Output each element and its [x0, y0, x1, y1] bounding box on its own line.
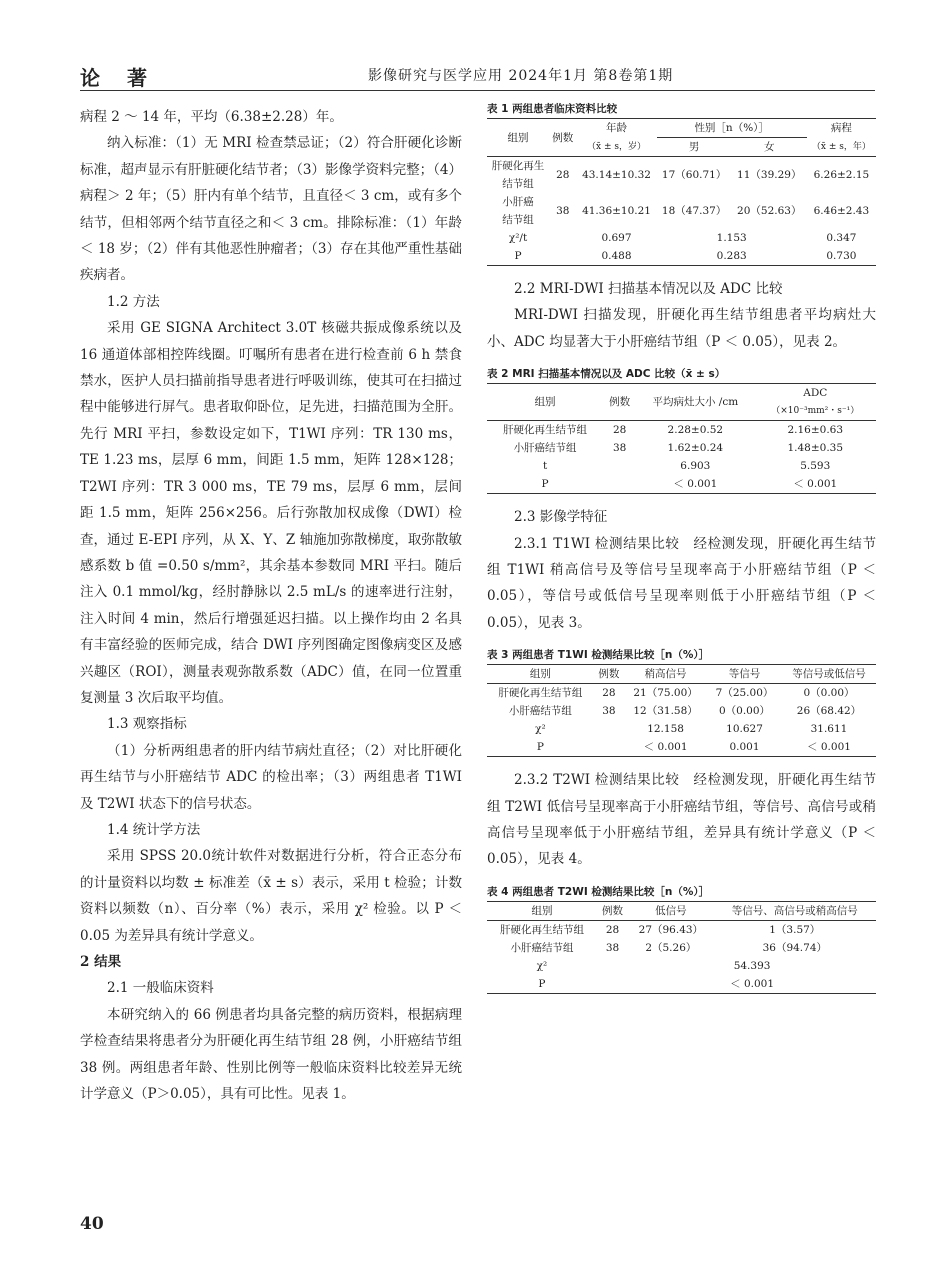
results-heading: 2 结果: [80, 954, 122, 970]
table-row: [487, 738, 876, 757]
row-label: P: [536, 741, 544, 754]
cell: ＜ 0.001: [793, 478, 838, 491]
cell: 31.611: [810, 723, 848, 736]
th-male: 男: [688, 141, 700, 153]
paragraph: MRI-DWI 扫描发现，肝硬化再生结节组患者平均病灶大小、ADC 均显著大于小肝癌结节组（P ＜ 0.05），见表 2。: [487, 307, 876, 350]
th-c2: 等信号、高信号或稍高信号: [731, 904, 858, 917]
table4: [487, 901, 876, 994]
cell: 0.488: [601, 250, 632, 262]
cell: 2（5.26）: [645, 941, 697, 954]
cell: 0.283: [716, 250, 747, 262]
right-column: [487, 100, 876, 994]
cell: ＜ 0.001: [643, 741, 688, 754]
section-heading: 1.3 观察指标: [107, 716, 187, 733]
left-column: [80, 104, 462, 1107]
clinical-paragraph: 本研究纳入的 66 例患者均具备完整的病历资料，根据病理学检查结果将患者分为肝硬化再生结节组 28 例，小肝癌结节组 38 例。两组患者年龄、性别比例等一般临床资料比较差异无统计学意义（P＞0.05），具有可比性。见表 1。: [80, 1006, 462, 1103]
th-count: 例数: [552, 131, 574, 144]
group-name: 结节组: [502, 178, 534, 190]
page-header: [80, 62, 875, 91]
table-row: [487, 684, 876, 703]
th-size: 平均病灶大小 /cm: [652, 396, 739, 409]
th-group: 组别: [507, 131, 529, 144]
table4-caption: 表 4 两组患者 T2WI 检测结果比较［n（%）］: [487, 885, 710, 898]
cell: 38: [605, 941, 620, 954]
th-count: 例数: [609, 396, 631, 409]
statistics-paragraph: 采用 SPSS 20.0统计软件对数据进行分析，符合正态分布的计量资料以均数 ± 标准差（x̄ ± s）表示，采用 t 检验；计数资料以频数（n）、百分率（%）表示，采用 χ² 检验。以 P ＜ 0.05 为差异具有统计学意义。: [80, 848, 462, 944]
cell: 5.593: [800, 460, 831, 473]
table-row: [487, 702, 876, 720]
th-c2: 等信号: [728, 668, 761, 681]
group-name: 肝硬化再生结节组: [503, 424, 588, 437]
cell: 11（39.29）: [737, 169, 802, 181]
methods-paragraph: 采用 GE SIGNA Architect 3.0T 核磁共振成像系统以及 16 通道体部相控阵线圈。叮嘱所有患者在进行检查前 6 h 禁食禁水，医护人员扫描前指导患者进行呼吸训练，使其可在扫描过程中能够进行屏气。患者取仰卧位，足先进，扫描范围为全肝。先行 MRI 平扫，参数设定如下，T1WI 序列：TR 130 ms，TE 1.23 ms，层厚 6 mm，间距 1.5 mm，矩阵 128×128；T2WI 序列：TR 3 000 ms，TE 79 ms，层厚 6 mm，层间距 1.5 mm，矩阵 256×256。后行弥散加权成像（DWI）检查，通过 E-EPI 序列，从 X、Y、Z 轴施加弥散梯度，取弥散敏感系数 b 值 =0.50 s/mm²，其余基本参数同 MRI 平扫。随后注入 0.1 mmol/kg，经肘静脉以 2.5 mL/s 的速率进行注射，注入时间 4 min，然后行增强延迟扫描。以上操作均由 2 名具有丰富经验的医师完成，结合 DWI 序列图确定图像病变区及感兴趣区（ROI），测量表观弥散系数（ADC）值，在同一位置重复测量 3 次后取平均值。: [80, 320, 462, 706]
th-group: 组别: [529, 668, 551, 681]
cell: 1.62±0.24: [667, 442, 724, 455]
table2: [487, 383, 876, 494]
th-sex: 性别［n（%）］: [657, 119, 807, 138]
th-count: 例数: [598, 668, 620, 681]
cell: 0.730: [826, 250, 857, 262]
th-course-unit: （x̄ ± s，年）: [811, 141, 871, 152]
table-row: [487, 975, 876, 994]
cell: 17（60.71）: [661, 169, 727, 181]
cell: ＜ 0.001: [673, 478, 718, 491]
cell: 2.28±0.52: [667, 424, 724, 437]
cell: 0.001: [729, 741, 760, 754]
cell: 38: [602, 705, 616, 718]
th-c3: 等信号或低信号: [792, 668, 866, 681]
cell: 12.158: [647, 723, 684, 736]
paragraph: 病程 2 ～ 14 年，平均（6.38±2.28）年。: [80, 109, 343, 125]
inclusion-criteria: 纳入标准：（1）无 MRI 检查禁忌证；（2）符合肝硬化诊断标准，超声显示有肝脏硬化结节者；（3）影像学资料完整；（4）病程＞ 2 年；（5）肝内有单个结节，且直径＜ 3 cm，或有多个结节，但相邻两个结节直径之和＜ 3 cm。排除标准：（1）年龄＜ 18 岁；（2）伴有其他恶性肿瘤者；（3）存在其他严重性基础疾病者。: [80, 135, 462, 284]
table-row: [487, 920, 876, 939]
cell: 38: [556, 205, 570, 217]
cell: 38: [612, 442, 627, 455]
cell: 0（0.00）: [803, 687, 855, 700]
th-adc-unit: （×10⁻³mm²・s⁻¹）: [771, 406, 860, 417]
cell: 18（47.37）: [661, 205, 727, 217]
cell: 2.16±0.63: [787, 424, 844, 437]
cell: 6.26±2.15: [813, 169, 870, 181]
table3: [487, 664, 876, 757]
group-name: 小肝癌结节组: [508, 705, 572, 718]
section-heading: 1.2 方法: [107, 293, 160, 310]
table-row: [487, 939, 876, 957]
th-adc: ADC: [803, 387, 828, 400]
cell: 26（68.42）: [796, 705, 862, 718]
observation-paragraph: （1）分析两组患者的肝内结节病灶直径；（2）对比肝硬化再生结节与小肝癌结节 ADC 的检出率；（3）两组患者 T1WI 及 T2WI 状态下的信号状态。: [80, 742, 462, 812]
th-female: 女: [764, 141, 775, 153]
cell: 1.153: [716, 232, 747, 244]
cell: 54.393: [733, 959, 771, 972]
table-row: [487, 193, 876, 229]
cell: 12（31.58）: [633, 705, 698, 718]
group-name: 小肝癌: [502, 196, 534, 208]
cell: 10.627: [726, 723, 763, 736]
th-age: 年龄: [606, 122, 628, 135]
table-row: [487, 720, 876, 738]
th-age-unit: （x̄ ± s，岁）: [587, 141, 646, 152]
row-label: χ²: [536, 959, 548, 972]
cell: 6.903: [680, 460, 711, 473]
row-label: t: [542, 460, 548, 473]
section-heading: 2.2 MRI-DWI 扫描基本情况以及 ADC 比较: [514, 281, 783, 297]
page-number: 40: [80, 1214, 104, 1234]
th-c1: 稍高信号: [644, 668, 687, 681]
group-name: 肝硬化再生结节组: [499, 923, 584, 936]
cell: 41.36±10.21: [582, 205, 651, 217]
cell: ＜ 0.001: [807, 741, 851, 754]
th-group: 组别: [531, 904, 553, 917]
table-row: [487, 439, 876, 457]
cell: 0.347: [826, 232, 857, 244]
group-name: 小肝癌结节组: [510, 941, 574, 954]
cell: 0（0.00）: [718, 705, 771, 718]
cell: 36（94.74）: [762, 941, 827, 954]
cell: 1（3.57）: [769, 923, 821, 936]
cell: 20（52.63）: [737, 205, 802, 217]
cell: 28: [612, 424, 627, 437]
section-label: 论 著: [80, 66, 157, 90]
row-label: P: [538, 977, 546, 990]
group-name: 肝硬化再生: [491, 160, 545, 172]
section-heading: 2.3 影像学特征: [514, 509, 608, 526]
th-course: 病程: [830, 122, 852, 135]
cell: 1.48±0.35: [787, 442, 844, 455]
row-label: P: [514, 250, 522, 262]
th-c1: 低信号: [655, 904, 687, 917]
cell: 28: [602, 687, 616, 700]
table-row: [487, 457, 876, 475]
paragraph: 2.3.1 T1WI 检测结果比较 经检测发现，肝硬化再生结节组 T1WI 稍高信号及等信号呈现率高于小肝癌结节组（P ＜ 0.05），等信号或低信号呈现率则低于小肝癌结节组（P ＜ 0.05），见表 3。: [487, 535, 876, 631]
table-row: [487, 247, 876, 266]
table-row: [487, 157, 876, 194]
cell: 21（75.00）: [633, 687, 698, 700]
table3-caption: 表 3 两组患者 T1WI 检测结果比较［n（%）］: [487, 649, 710, 662]
row-label: χ²: [535, 723, 546, 736]
row-label: χ²/t: [508, 232, 528, 244]
cell: 7（25.00）: [715, 687, 774, 700]
cell: 0.697: [601, 232, 632, 244]
group-name: 小肝癌结节组: [513, 442, 577, 455]
table-row: [487, 475, 876, 494]
table-row: [487, 229, 876, 247]
th-count: 例数: [602, 904, 624, 917]
group-name: 结节组: [502, 214, 534, 226]
cell: 6.46±2.43: [813, 205, 870, 217]
section-heading: 1.4 统计学方法: [107, 821, 201, 838]
cell: 27（96.43）: [638, 923, 704, 936]
table1: [487, 118, 876, 266]
table-row: [487, 957, 876, 975]
table-row: [487, 421, 876, 440]
cell: 28: [605, 923, 620, 936]
cell: 28: [556, 169, 570, 181]
group-name: 肝硬化再生结节组: [498, 687, 583, 700]
table1-caption: 表 1 两组患者临床资料比较: [487, 103, 618, 115]
row-label: P: [541, 478, 549, 491]
section-heading: 2.1 一般临床资料: [107, 980, 214, 997]
journal-info: 影像研究与医学应用 2024年1月 第8卷第1期: [368, 68, 674, 84]
cell: 43.14±10.32: [582, 169, 651, 181]
th-group: 组别: [534, 396, 556, 409]
cell: ＜ 0.001: [730, 977, 775, 990]
paragraph: 2.3.2 T2WI 检测结果比较 经检测发现，肝硬化再生结节组 T2WI 低信号呈现率高于小肝癌结节组，等信号、高信号或稍高信号呈现率低于小肝癌结节组，差异具有统计学意义（P ＜ 0.05），见表 4。: [487, 772, 876, 868]
table2-caption: 表 2 MRI 扫描基本情况以及 ADC 比较（x̄ ± s）: [487, 368, 726, 381]
